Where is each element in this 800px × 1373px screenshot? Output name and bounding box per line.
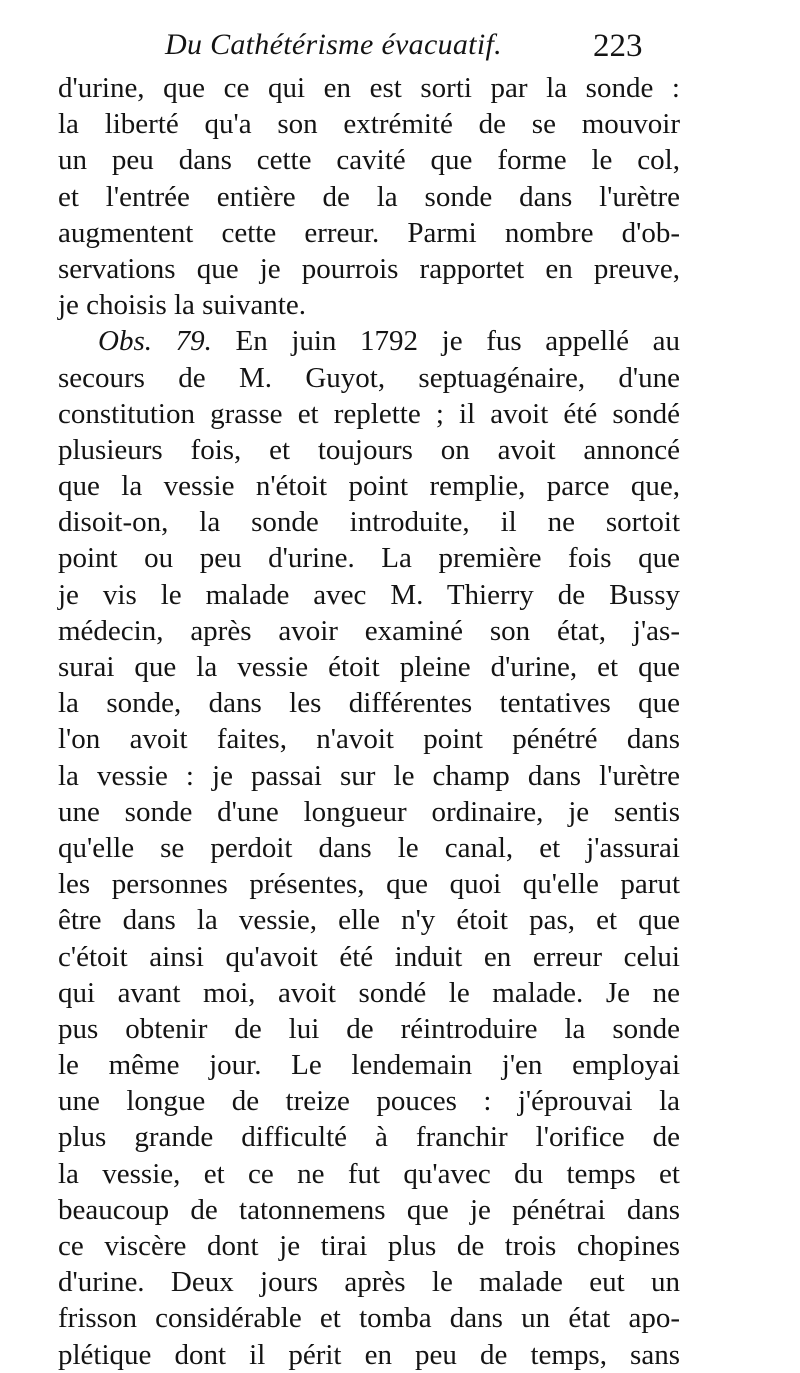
text-line: un peu dans cette cavité que forme le col, <box>58 144 680 177</box>
observation-label: Obs. 79. <box>98 325 212 358</box>
text-line: qui avant moi, avoit sondé le malade. Je ne <box>58 976 680 1009</box>
text-line: plétique dont il périt en peu de temps, sans <box>58 1338 680 1371</box>
text-line: d'urine. Deux jours après le malade eut un <box>58 1266 680 1299</box>
text-line: c'étoit ainsi qu'avoit été induit en erreur celui <box>58 940 680 973</box>
text-line: qu'elle se perdoit dans le canal, et j'assurai <box>58 831 680 864</box>
observation-first-line <box>58 323 680 359</box>
text-line: l'on avoit faites, n'avoit point pénétré dans <box>58 723 680 756</box>
text-line: point ou peu d'urine. La première fois que <box>58 542 680 575</box>
text-line: d'urine, que ce qui en est sorti par la sonde : <box>58 72 680 104</box>
text-line: secours de M. Guyot, septuagénaire, d'une <box>58 361 680 394</box>
text-line: beaucoup de tatonnemens que je pénétrai dans <box>58 1193 680 1226</box>
text-line: plusieurs fois, et toujours on avoit annoncé <box>58 433 680 466</box>
text-line: disoit-on, la sonde introduite, il ne sortoit <box>58 506 680 539</box>
text-line: surai que la vessie étoit pleine d'urine, et que <box>58 651 680 683</box>
text-line: médecin, après avoir examiné son état, j'as- <box>58 614 680 647</box>
text-line: les personnes présentes, que quoi qu'elle parut <box>58 868 680 901</box>
text-line: plus grande difficulté à franchir l'orifice de <box>58 1121 680 1154</box>
text-line: une sonde d'une longueur ordinaire, je sentis <box>58 795 680 828</box>
text-line: et l'entrée entière de la sonde dans l'urètre <box>58 180 680 213</box>
text-line: pus obtenir de lui de réintroduire la sonde <box>58 1012 680 1045</box>
text-line: la vessie, et ce ne fut qu'avec du temps et <box>58 1157 680 1190</box>
page-number: 223 <box>593 28 643 64</box>
text-line: une longue de treize pouces : j'éprouvai la <box>58 1085 680 1118</box>
text-line: je vis le malade avec M. Thierry de Bussy <box>58 578 680 611</box>
text-line: la liberté qu'a son extrémité de se mouvoir <box>58 108 680 141</box>
body-text <box>58 70 680 1373</box>
text-line: être dans la vessie, elle n'y étoit pas, et que <box>58 904 680 937</box>
text-line: constitution grasse et replette ; il avoit été sondé <box>58 397 680 430</box>
text-line-content: En juin 1792 je fus appellé au <box>235 325 680 358</box>
page-header <box>0 24 800 74</box>
text-line: la sonde, dans les différentes tentatives que <box>58 687 680 720</box>
text-line: le même jour. Le lendemain j'en employai <box>58 1049 680 1082</box>
text-line: je choisis la suivante. <box>58 289 307 322</box>
text-line: augmentent cette erreur. Parmi nombre d'ob- <box>58 216 680 249</box>
running-title: Du Cathétérisme évacuatif. <box>165 28 502 61</box>
text-line: servations que je pourrois rapportet en preuve, <box>58 252 680 285</box>
text-line: que la vessie n'étoit point remplie, parce que, <box>58 470 680 503</box>
text-line: ce viscère dont je tirai plus de trois chopines <box>58 1230 680 1262</box>
text-line: la vessie : je passai sur le champ dans l'urètre <box>58 759 680 792</box>
text-line: frisson considérable et tomba dans un état apo- <box>58 1302 680 1335</box>
